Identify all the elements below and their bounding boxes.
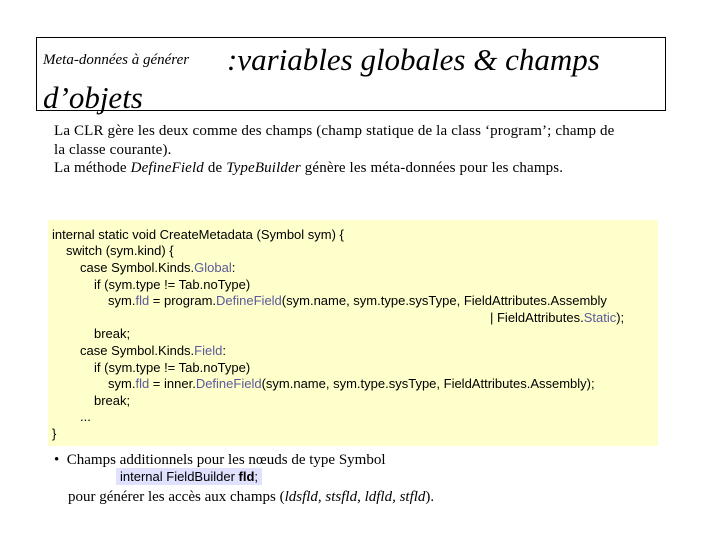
code-line: if (sym.type != Tab.noType)	[94, 360, 251, 375]
field-declaration	[116, 468, 262, 485]
code-line	[108, 376, 595, 392]
intro-line	[54, 159, 654, 178]
text: génère les méta-données pour les champs.	[300, 160, 564, 176]
code-text: | FieldAttributes.	[490, 310, 584, 325]
code-highlight: fld	[135, 376, 150, 391]
code-line	[490, 310, 624, 326]
bullet-icon: •	[54, 452, 60, 468]
text: La méthode	[54, 160, 131, 176]
code-highlight: Global	[194, 260, 232, 275]
bullet-continuation	[68, 489, 434, 506]
code-text: case Symbol.Kinds.	[80, 260, 195, 275]
code-text: :	[231, 260, 236, 275]
code-text: sym.	[108, 376, 136, 391]
code-line: }	[52, 426, 57, 441]
title-prefix: Meta-données à générer	[43, 52, 190, 68]
code-line: break;	[94, 326, 131, 341]
code-line: break;	[94, 393, 131, 408]
title-main-line2: d’objets	[43, 80, 143, 115]
code-highlight: fld	[135, 293, 150, 308]
code-line	[80, 260, 235, 276]
code-line	[80, 343, 226, 359]
text: ).	[425, 489, 435, 505]
code-line: ...	[80, 409, 91, 424]
decl-text: internal FieldBuilder	[120, 469, 239, 484]
code-highlight: DefineField	[195, 376, 262, 391]
code-line: switch (sym.kind) {	[66, 243, 174, 258]
intro-line: la classe courante).	[54, 141, 172, 158]
code-line: if (sym.type != Tab.noType)	[94, 277, 251, 292]
bullet-text: Champs additionnels pour les nœuds de type Symbol	[66, 452, 386, 468]
code-text: = program.	[149, 293, 217, 308]
class-name: TypeBuilder	[226, 160, 301, 176]
code-text: :	[222, 343, 226, 358]
code-text: sym.	[108, 293, 136, 308]
text: pour générer les accès aux champs (	[68, 489, 285, 505]
code-highlight: Static	[583, 310, 617, 325]
text: de	[203, 160, 227, 176]
code-text: = inner.	[149, 376, 196, 391]
code-highlight: Field	[194, 343, 223, 358]
title-main-line1: :variables globales & champs	[227, 42, 600, 77]
code-line	[108, 293, 607, 309]
code-text: case Symbol.Kinds.	[80, 343, 195, 358]
method-name: DefineField	[130, 160, 204, 176]
code-text: (sym.name, sym.type.sysType, FieldAttributes.Assembly	[281, 293, 607, 308]
code-text: );	[616, 310, 625, 325]
intro-paragraph	[54, 122, 654, 178]
decl-text: ;	[254, 469, 259, 484]
decl-field-name: fld	[238, 469, 255, 484]
bullet-item	[54, 452, 386, 469]
code-line: internal static void CreateMetadata (Symbol sym) {	[52, 227, 344, 242]
code-text: (sym.name, sym.type.sysType, FieldAttributes.Assembly);	[261, 376, 595, 391]
code-highlight: DefineField	[216, 293, 282, 308]
opcode-list: ldsfld, stsfld, ldfld, stfld	[284, 489, 426, 505]
slide-title-box	[36, 37, 666, 115]
code-block	[48, 220, 658, 446]
intro-line: La CLR gère les deux comme des champs (champ statique de la class ‘program’; champ de	[54, 123, 615, 139]
